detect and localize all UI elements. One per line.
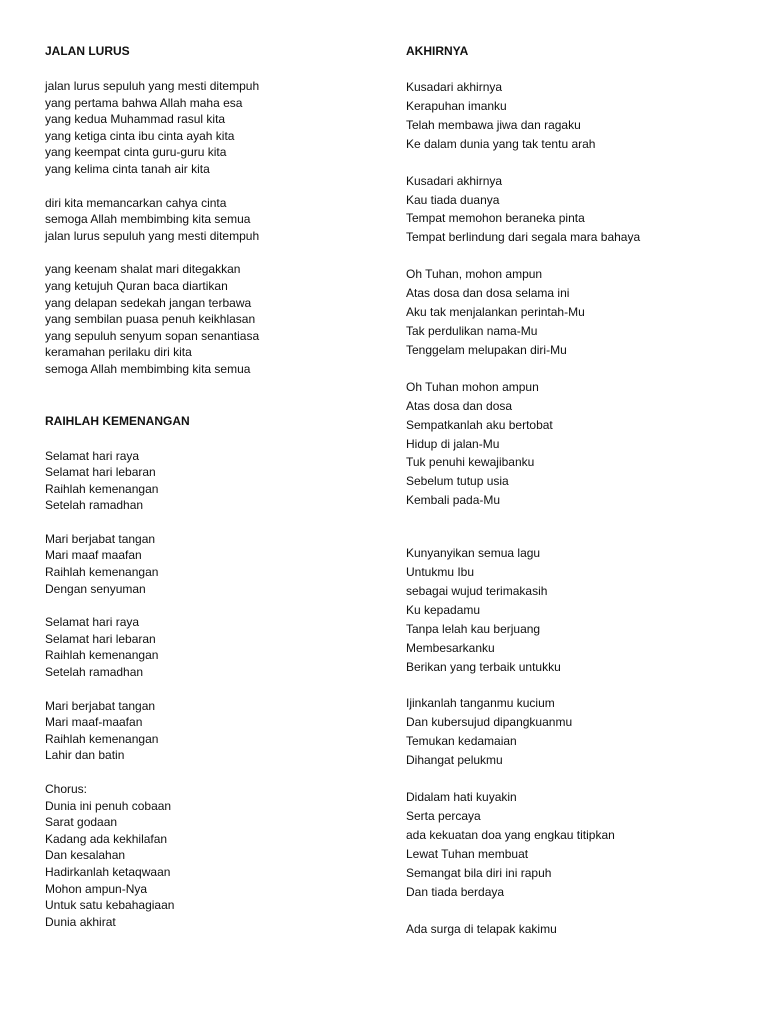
lyric-line: Selamat hari raya	[45, 448, 140, 463]
lyric-line: Serta percaya	[406, 809, 481, 823]
stanza	[406, 920, 746, 939]
lyric-line: Tenggelam melupakan diri-Mu	[406, 342, 567, 357]
stanza	[45, 195, 375, 245]
lyric-line: sebagai wujud terimakasih	[406, 583, 548, 598]
lyric-line: semoga Allah membimbing kita semua	[45, 212, 251, 227]
stanza	[406, 265, 746, 360]
lyric-line: Dan kubersujud dipangkuanmu	[406, 715, 573, 730]
lyric-line: Kembali pada-Mu	[406, 493, 501, 508]
lyric-line: Sempatkanlah aku bertobat	[406, 417, 553, 432]
stanza	[406, 544, 746, 676]
lyric-line: Temukan kedamaian	[406, 734, 517, 749]
lyric-line: Dihangat pelukmu	[406, 753, 503, 768]
lyric-line: yang ketujuh Quran baca diartikan	[45, 278, 228, 293]
lyric-line: Didalam hati kuyakin	[406, 790, 517, 805]
lyric-line: yang sepuluh senyum sopan senantiasa	[45, 328, 260, 343]
stanza	[406, 78, 746, 154]
lyric-line: Kunyanyikan semua lagu	[406, 546, 541, 561]
lyric-line: Mohon ampun-Nya	[45, 881, 148, 896]
lyric-line: keramahan perilaku diri kita	[45, 345, 192, 360]
lyric-line: Hidup di jalan-Mu	[406, 436, 500, 451]
lyric-line: diri kita memancarkan cahya cinta	[45, 195, 227, 210]
song	[45, 413, 375, 931]
lyric-line: Untuk satu kebahagiaan	[45, 898, 175, 913]
lyric-line: Selamat hari raya	[45, 615, 140, 630]
stanza	[45, 698, 375, 764]
lyric-line: Mari berjabat tangan	[45, 698, 156, 713]
stanza	[45, 781, 375, 930]
lyric-line: Dunia ini penuh cobaan	[45, 798, 172, 813]
lyric-line: Setelah ramadhan	[45, 498, 144, 513]
lyric-line: Telah membawa jiwa dan ragaku	[406, 117, 581, 132]
lyric-line: Kusadari akhirnya	[406, 173, 503, 188]
lyric-line: Kau tiada duanya	[406, 192, 500, 207]
stanza	[45, 448, 375, 514]
lyric-line: Setelah ramadhan	[45, 665, 144, 680]
stanza	[45, 78, 375, 178]
lyric-line: Ke dalam dunia yang tak tentu arah	[406, 136, 596, 151]
lyric-line: Kusadari akhirnya	[406, 80, 503, 94]
lyric-line: Atas dosa dan dosa	[406, 398, 513, 413]
lyric-line: Kadang ada kekhilafan	[45, 831, 168, 846]
lyric-line: Tempat memohon beraneka pinta	[406, 211, 585, 226]
lyric-line: Mari maaf maafan	[45, 548, 142, 563]
lyric-line: Kerapuhan imanku	[406, 98, 507, 113]
lyric-line: Semangat bila diri ini rapuh	[406, 865, 552, 880]
lyric-line: Mari maaf-maafan	[45, 715, 143, 730]
song-title: AKHIRNYA	[406, 44, 469, 58]
lyric-line: jalan lurus sepuluh yang mesti ditempuh	[45, 228, 260, 243]
right-column	[406, 43, 746, 938]
lyric-line: Dunia akhirat	[45, 914, 116, 929]
stanza	[406, 788, 746, 901]
lyric-line: Sebelum tutup usia	[406, 474, 509, 489]
lyric-line: yang kelima cinta tanah air kita	[45, 161, 210, 176]
lyric-line: yang keenam shalat mari ditegakkan	[45, 262, 241, 277]
lyric-line: Lewat Tuhan membuat	[406, 846, 529, 861]
lyric-line: Hadirkanlah ketaqwaan	[45, 864, 171, 879]
lyric-line: Dengan senyuman	[45, 581, 146, 596]
song-title: RAIHLAH KEMENANGAN	[45, 413, 190, 428]
lyric-line: Oh Tuhan mohon ampun	[406, 379, 539, 394]
stanza	[45, 531, 375, 597]
lyric-line: Ada surga di telapak kakimu	[406, 921, 557, 936]
lyric-line: ada kekuatan doa yang engkau titipkan	[406, 827, 615, 842]
stanza	[406, 378, 746, 510]
lyric-line: Chorus:	[45, 782, 88, 796]
lyric-line: Raihlah kemenangan	[45, 731, 159, 746]
song-title: JALAN LURUS	[45, 44, 130, 58]
lyric-line: Membesarkanku	[406, 640, 495, 655]
lyric-line: yang keempat cinta guru-guru kita	[45, 145, 227, 160]
lyric-line: Oh Tuhan, mohon ampun	[406, 267, 543, 282]
lyric-line: yang delapan sedekah jangan terbawa	[45, 295, 252, 310]
lyric-line: Mari berjabat tangan	[45, 531, 156, 546]
left-column	[45, 43, 375, 930]
lyric-line: Aku tak menjalankan perintah-Mu	[406, 305, 585, 320]
lyric-line: Untukmu Ibu	[406, 565, 475, 580]
lyric-line: Ijinkanlah tanganmu kucium	[406, 696, 555, 711]
stanza	[45, 261, 375, 377]
lyric-line: Raihlah kemenangan	[45, 481, 159, 496]
lyric-line: Selamat hari lebaran	[45, 631, 156, 646]
lyric-line: Ku kepadamu	[406, 602, 481, 617]
song	[45, 43, 375, 378]
lyric-line: Selamat hari lebaran	[45, 465, 156, 480]
lyric-line: yang kedua Muhammad rasul kita	[45, 112, 226, 127]
lyric-line: Berikan yang terbaik untukku	[406, 659, 561, 674]
lyric-line: Tempat berlindung dari segala mara bahaya	[406, 230, 641, 245]
lyric-line: Dan tiada berdaya	[406, 884, 505, 899]
stanza	[406, 694, 746, 770]
lyric-line: Tak perdulikan nama-Mu	[406, 323, 538, 338]
lyric-line: Tuk penuhi kewajibanku	[406, 455, 535, 470]
lyric-line: Raihlah kemenangan	[45, 648, 159, 663]
lyric-line: Sarat godaan	[45, 815, 118, 830]
lyric-line: yang ketiga cinta ibu cinta ayah kita	[45, 128, 235, 143]
lyric-line: semoga Allah membimbing kita semua	[45, 361, 251, 376]
lyric-line: Atas dosa dan dosa selama ini	[406, 286, 570, 301]
lyric-line: yang sembilan puasa penuh keikhlasan	[45, 312, 256, 327]
lyric-line: yang pertama bahwa Allah maha esa	[45, 95, 243, 110]
lyric-line: Lahir dan batin	[45, 748, 125, 763]
lyric-line: Dan kesalahan	[45, 848, 126, 863]
lyric-line: jalan lurus sepuluh yang mesti ditempuh	[45, 79, 260, 93]
stanza	[406, 172, 746, 248]
stanza	[45, 614, 375, 680]
lyric-line: Raihlah kemenangan	[45, 565, 159, 580]
lyric-line: Tanpa lelah kau berjuang	[406, 621, 541, 636]
